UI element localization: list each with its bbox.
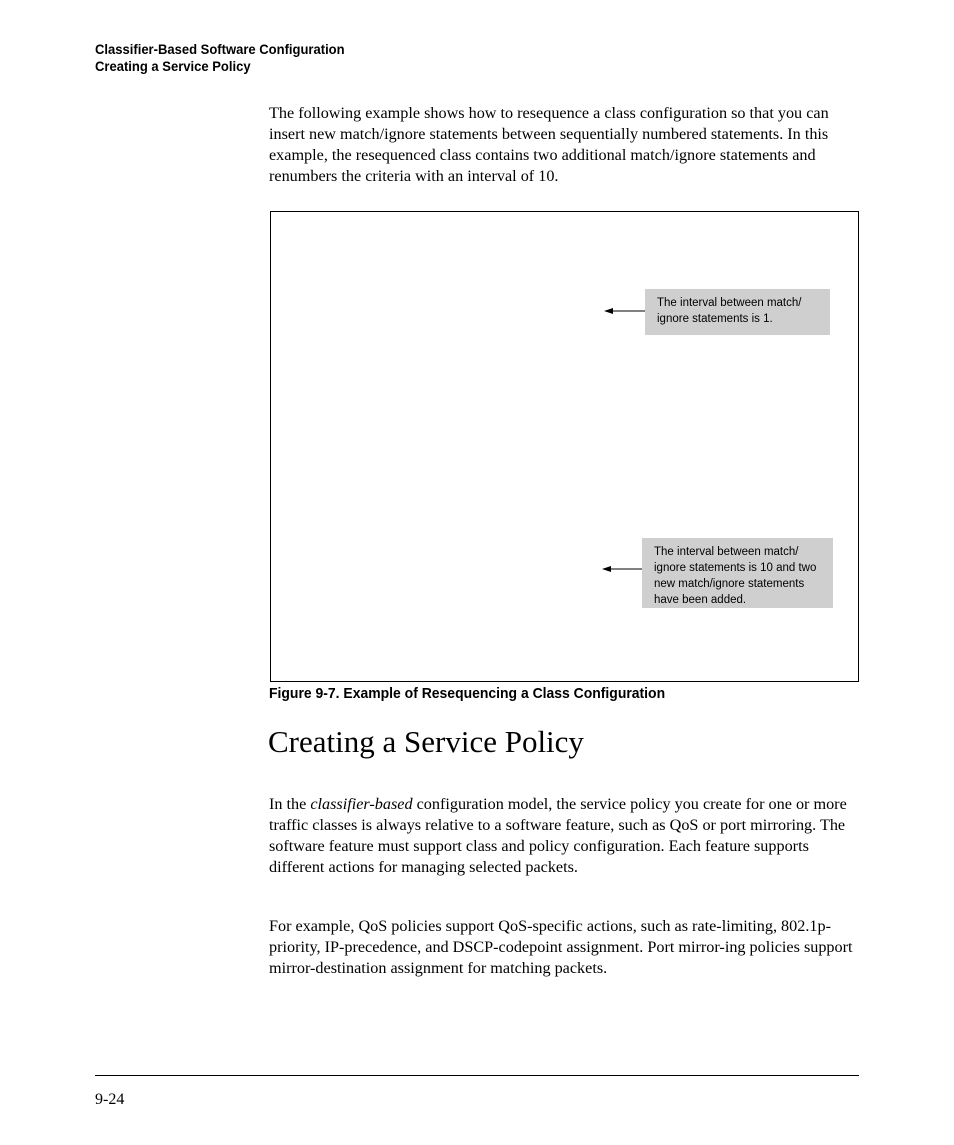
running-head-chapter: Classifier-Based Software Configuration [95,41,345,57]
running-head [95,41,345,75]
qos-policies-paragraph: For example, QoS policies support QoS-specific actions, such as rate-limiting, 802.1p-priority, IP-precedence, and DSCP-codepoint assignment. Port mirror-ing policies support mirror-destination assignment for matching packets. [269,917,853,977]
page-number: 9-24 [95,1091,125,1108]
callout-interval-10: The interval between match/ ignore statements is 10 and two new match/ignore statements have been added. [642,538,833,608]
callout-arrow-icon [604,305,646,317]
footer-rule [95,1075,859,1076]
callout-interval-1: The interval between match/ ignore statements is 1. [645,289,830,335]
figure-frame [270,211,859,682]
emphasis-classifier-based: classifier-based [310,795,413,813]
paragraph-text-after: configuration model, the service policy you create for one or more traffic classes is always relative to a software feature, such as QoS or port mirroring. The software feature must support class and policy configuration. Each feature supports different actions for managing selected packets. [269,795,847,876]
section-heading: Creating a Service Policy [268,724,584,759]
running-head-section: Creating a Service Policy [95,58,251,74]
intro-paragraph: The following example shows how to resequence a class configuration so that you can insert new match/ignore statements between sequentially numbered statements. In this example, the resequenced class contains two additional match/ignore statements and renumbers the criteria with an interval of 10. [269,104,829,185]
paragraph-text-before: In the [269,795,311,813]
figure-caption: Figure 9-7. Example of Resequencing a Class Configuration [269,685,666,702]
callout-arrow-icon [602,563,644,575]
service-policy-paragraph [269,794,861,878]
